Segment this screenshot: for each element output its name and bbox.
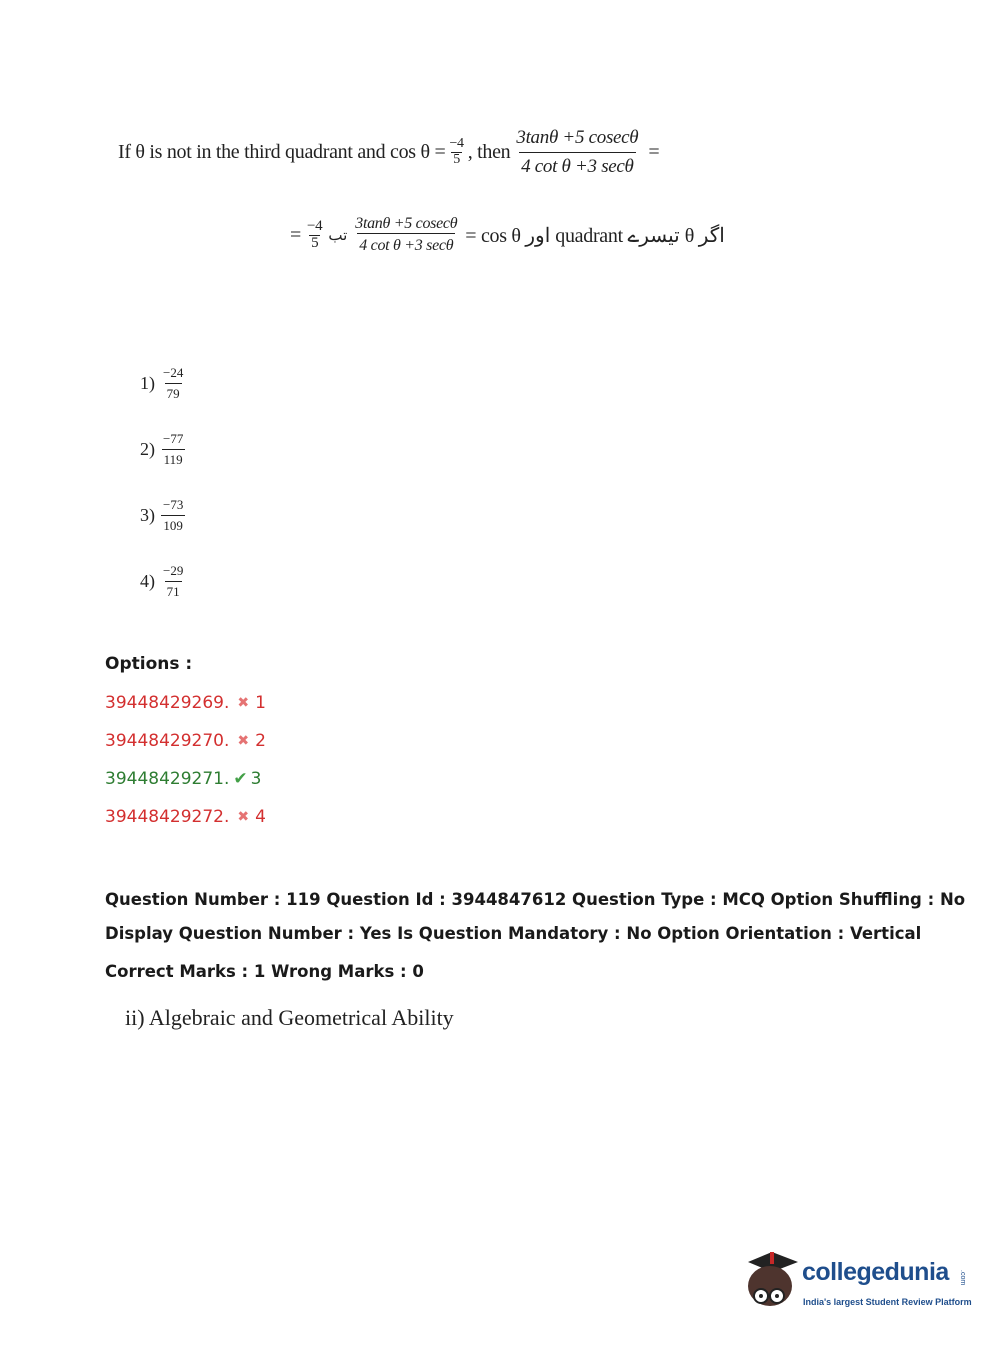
choice-numerator: −77 xyxy=(163,431,184,446)
expression-numerator: 3tanθ +5 cosecθ xyxy=(516,127,639,148)
choice-denominator: 79 xyxy=(165,383,182,401)
choice-label: 1) xyxy=(140,372,155,393)
option-id: 39448429270. xyxy=(105,731,230,751)
urdu-tail: = cos θ اور quadrant تیسرے θ اگر xyxy=(465,224,725,247)
choice-4 xyxy=(140,564,185,598)
choice-denominator: 119 xyxy=(162,449,185,467)
option-value: 1 xyxy=(255,693,266,713)
option-row-4 xyxy=(105,807,266,827)
question-meta-line-2: Display Question Number : Yes Is Question Mandatory : No Option Orientation : Vertical xyxy=(105,924,922,943)
choice-fraction xyxy=(161,498,185,532)
choice-label: 4) xyxy=(140,570,155,591)
urdu-cos-denominator: 5 xyxy=(311,234,319,251)
choice-2 xyxy=(140,432,185,466)
choice-fraction xyxy=(161,432,185,466)
urdu-equals: = xyxy=(290,223,301,246)
collegedunia-mascot-icon xyxy=(742,1248,802,1320)
option-value: 3 xyxy=(250,769,262,789)
choice-denominator: 71 xyxy=(165,581,182,599)
choice-numerator: −73 xyxy=(163,497,184,512)
section-title: ii) Algebraic and Geometrical Ability xyxy=(125,1005,454,1030)
cos-numerator: −4 xyxy=(449,136,464,152)
choice-3 xyxy=(140,498,185,532)
option-value: 4 xyxy=(255,807,266,827)
question-meta-line-1: Question Number : 119 Question Id : 3944847612 Question Type : MCQ Option Shuffling : No xyxy=(105,890,966,909)
question-then: , then xyxy=(467,140,511,163)
cos-denominator: 5 xyxy=(453,151,460,167)
option-value: 2 xyxy=(255,731,266,751)
choice-fraction xyxy=(161,366,185,400)
choice-numerator: −24 xyxy=(163,365,184,380)
logo-suffix: .com xyxy=(959,1270,966,1286)
option-row-2 xyxy=(105,731,266,751)
urdu-cos-fraction xyxy=(305,219,324,252)
choice-label: 3) xyxy=(140,504,155,525)
wrong-mark-icon: ✖ xyxy=(237,809,250,825)
urdu-expression-fraction xyxy=(353,216,459,255)
choice-fraction xyxy=(161,564,185,598)
urdu-expression-denominator: 4 cot θ +3 secθ xyxy=(357,233,455,255)
expression-fraction xyxy=(514,128,640,177)
choice-1 xyxy=(140,366,185,400)
question-meta-line-3: Correct Marks : 1 Wrong Marks : 0 xyxy=(105,962,424,981)
urdu-cos-numerator: −4 xyxy=(306,218,323,235)
option-id: 39448429271. xyxy=(105,769,230,789)
wrong-mark-icon: ✖ xyxy=(237,695,250,711)
choice-label: 2) xyxy=(140,438,155,459)
option-row-1 xyxy=(105,693,266,713)
choice-numerator: −29 xyxy=(163,563,184,578)
logo-tagline: India's largest Student Review Platform xyxy=(803,1297,972,1307)
question-english xyxy=(118,128,659,177)
option-row-3 xyxy=(105,769,261,789)
question-urdu xyxy=(290,216,725,255)
check-mark-icon: ✔ xyxy=(233,769,248,789)
logo-name: collegedunia xyxy=(802,1258,949,1286)
equals-sign: = xyxy=(648,140,660,163)
option-id: 39448429272. xyxy=(105,807,230,827)
question-prefix: If θ is not in the third quadrant and cos θ = xyxy=(118,140,446,163)
choice-denominator: 109 xyxy=(161,515,185,533)
urdu-expression-numerator: 3tanθ +5 cosecθ xyxy=(355,215,458,232)
options-heading: Options : xyxy=(105,654,193,674)
wrong-mark-icon: ✖ xyxy=(237,733,250,749)
cos-fraction xyxy=(447,137,465,167)
option-id: 39448429269. xyxy=(105,693,230,713)
urdu-then: تب xyxy=(328,227,348,244)
expression-denominator: 4 cot θ +3 secθ xyxy=(519,152,635,177)
